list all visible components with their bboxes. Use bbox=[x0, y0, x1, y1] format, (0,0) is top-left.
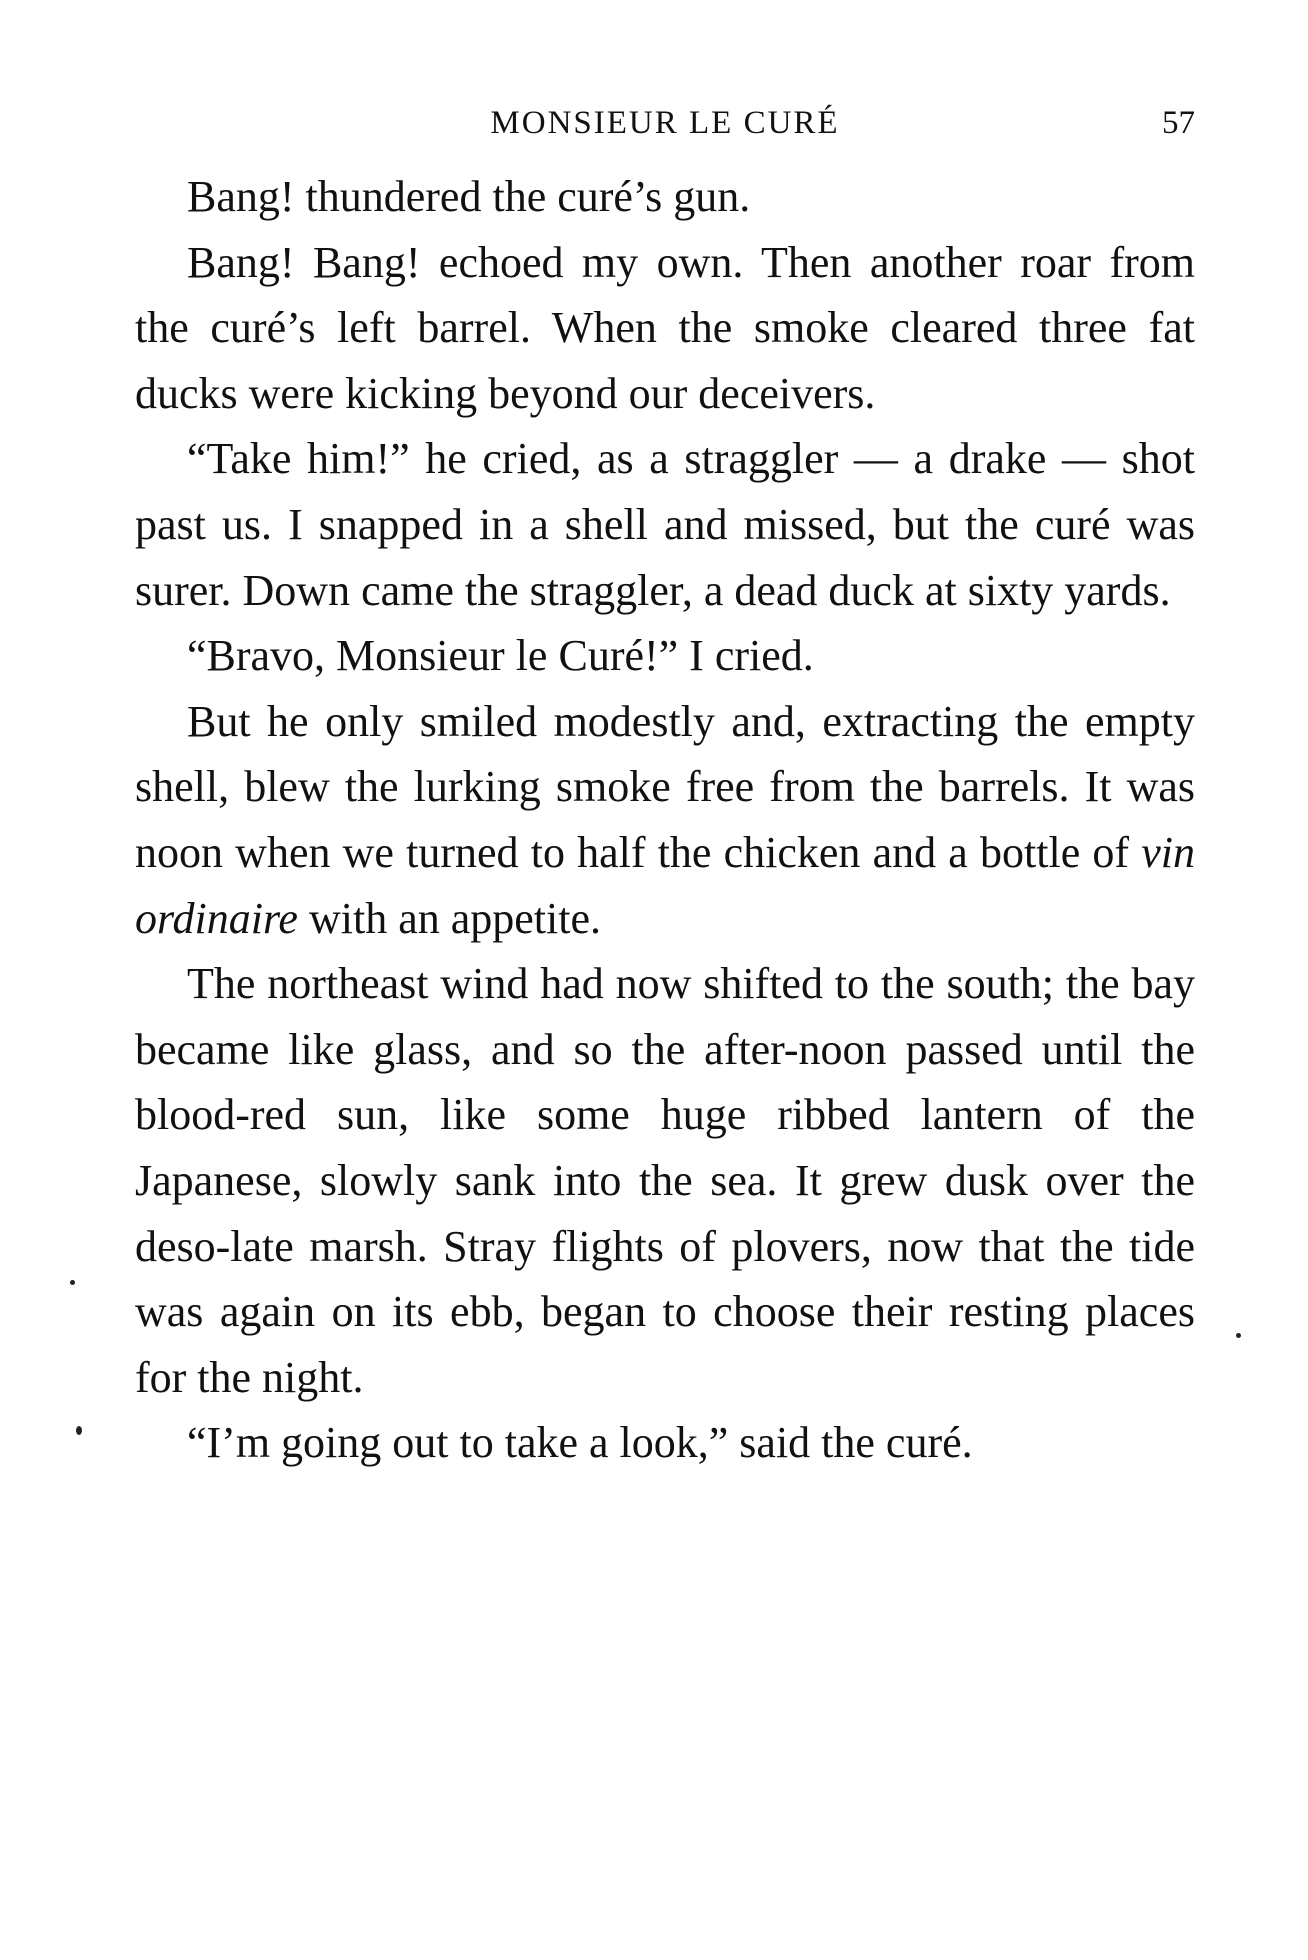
paragraph-2: Bang! Bang! echoed my own. Then another roar from the curé’s left barrel. When the smoke cleared three fat ducks were kicking beyond our deceivers. bbox=[135, 237, 1195, 418]
page-number: 57 bbox=[1162, 105, 1195, 141]
page-header bbox=[135, 98, 1195, 148]
scan-speck bbox=[1236, 1333, 1241, 1338]
paragraph-5-text-after: with an appetite. bbox=[297, 893, 601, 943]
scan-speck bbox=[70, 1280, 75, 1285]
paragraph-5-text-before: But he only smiled modestly and, extracting the empty shell, blew the lurking smoke free from the barrels. It was noon when we turned to half the chicken and a bottle of bbox=[135, 696, 1195, 877]
paragraph-4: “Bravo, Monsieur le Curé!” I cried. bbox=[187, 631, 814, 681]
body-text bbox=[135, 164, 1195, 1476]
paragraph-1: Bang! thundered the curé’s gun. bbox=[187, 172, 751, 221]
scan-speck bbox=[76, 1426, 82, 1435]
running-head: MONSIEUR LE CURÉ bbox=[490, 105, 840, 141]
paragraph-5 bbox=[135, 689, 1195, 951]
paragraph-7: “I’m going out to take a look,” said the curé. bbox=[187, 1418, 973, 1468]
paragraph-3: “Take him!” he cried, as a straggler — a drake — shot past us. I snapped in a shell and missed, but the curé was surer. Down came the straggler, a dead duck at sixty yards. bbox=[135, 434, 1195, 615]
italic-phrase: vin ordinaire bbox=[135, 827, 1195, 943]
paragraph-6: The northeast wind had now shifted to the south; the bay became like glass, and so the after-noon passed until the blood-red sun, like some huge ribbed lantern of the Japanese, slowly sank into the sea. It grew dusk over the deso-late marsh. Stray flights of plovers, now that the tide was again on its ebb, began to choose their resting places for the night. bbox=[135, 959, 1195, 1402]
